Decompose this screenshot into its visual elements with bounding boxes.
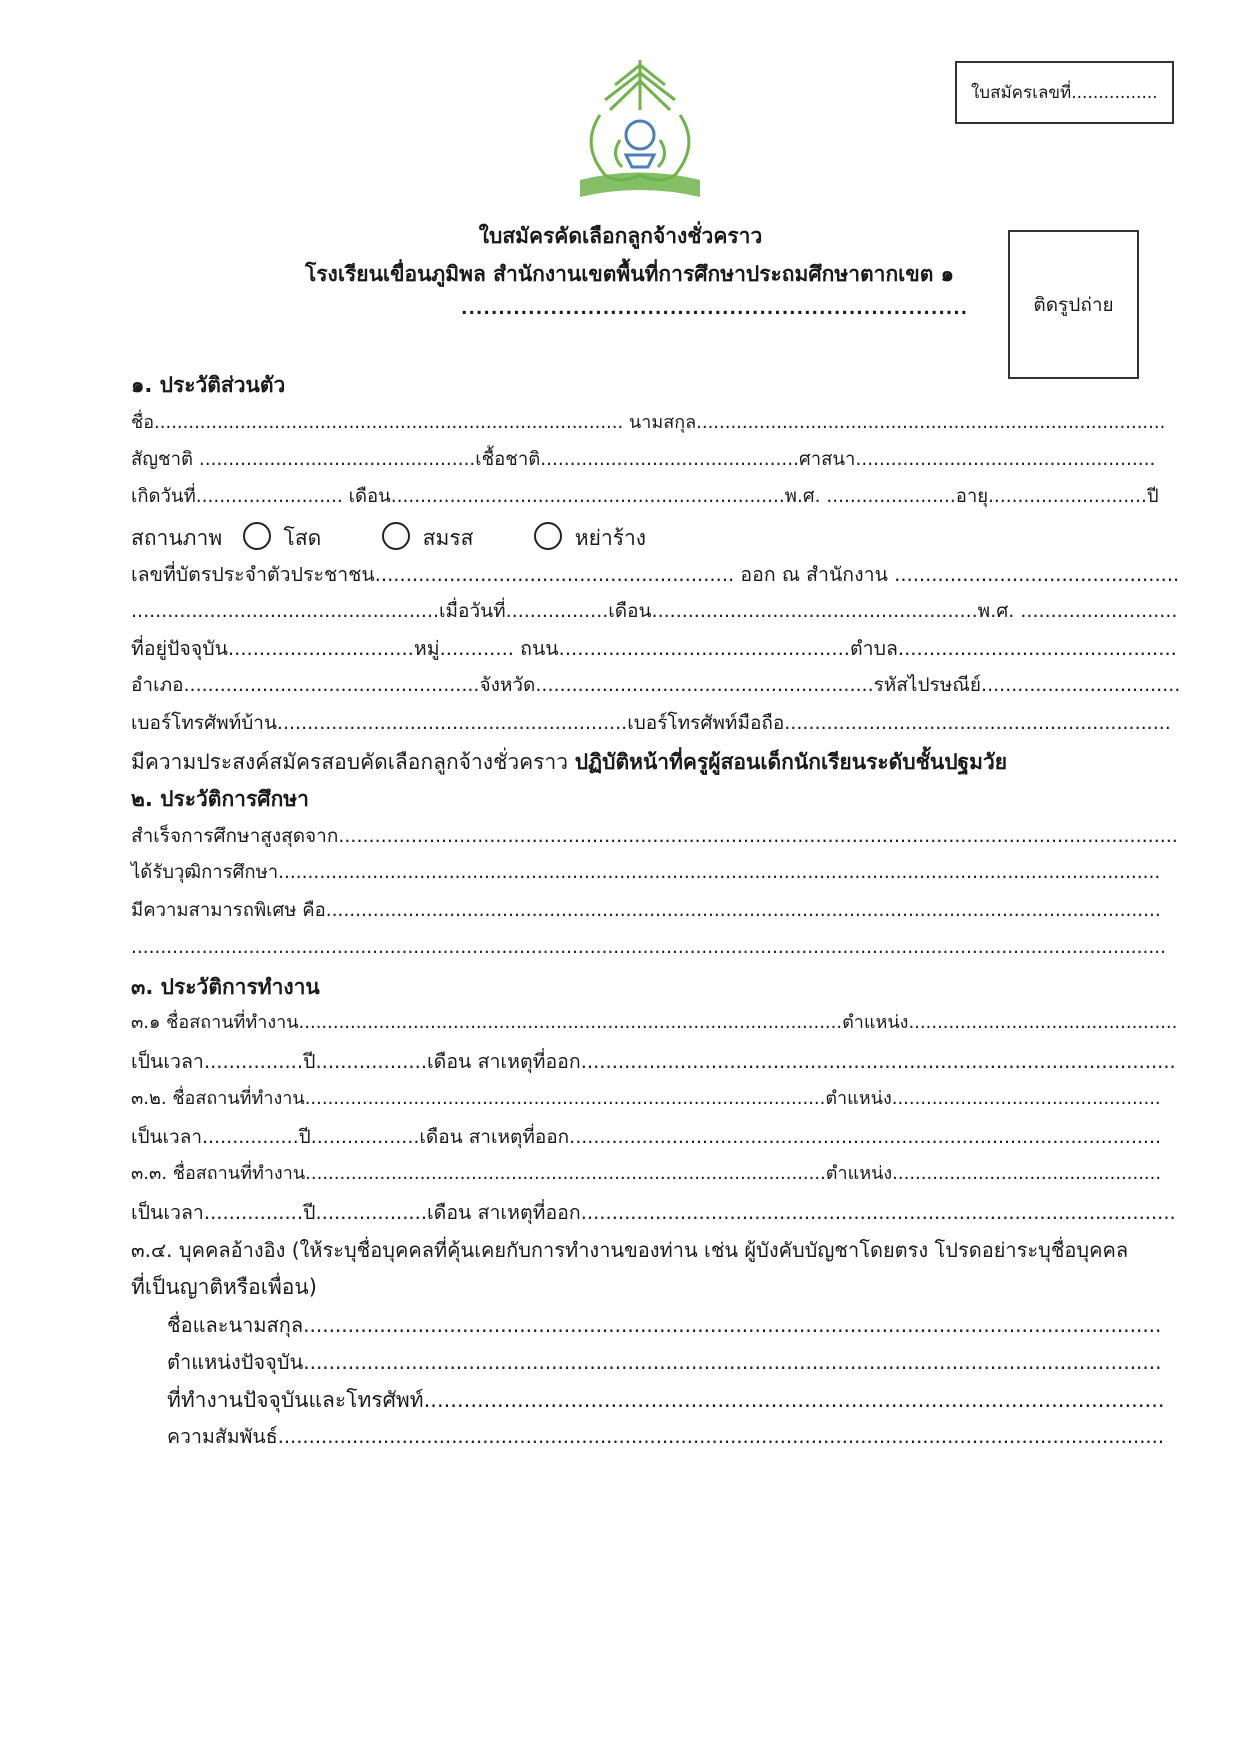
skill-field: มีความสามารถพิเศษ คือ.............................................................................................................................................. — [131, 900, 1161, 921]
name-field: ชื่อ.................................................................................. นามสกุล.................................................................................. — [131, 412, 1166, 433]
section1-heading: ๑. ประวัติส่วนตัว — [131, 373, 286, 397]
purpose-line — [131, 752, 1007, 773]
application-number-box — [955, 61, 1174, 124]
status-divorced-label: หย่าร้าง — [574, 526, 647, 550]
reference-relation-field: ความสัมพันธ์............................................................................................................................................... — [167, 1425, 1165, 1448]
reference-intro-cont: ที่เป็นญาติหรือเพื่อน) — [131, 1275, 317, 1299]
work2-duration-field: เป็นเวลา................ปี..................เดือน สาเหตุที่ออก.................................................................................................. — [131, 1126, 1162, 1148]
birth-field: เกิดวันที่......................... เดือน...................................................................พ.ศ. ......................อายุ...........................ปี — [131, 486, 1159, 507]
work1-duration-field: เป็นเวลา................ปี..................เดือน สาเหตุที่ออก................................................................................................ — [131, 1050, 1176, 1073]
graduated-field: สำเร็จการศึกษาสูงสุดจาก........................................................................................................................................... — [131, 825, 1178, 847]
nationality-field: สัญชาติ ...............................................เชื้อชาติ............................................ศาสนา................................................... — [131, 449, 1156, 470]
status-divorced-checkbox[interactable] — [534, 522, 562, 550]
work1-place-field: ๓.๑ ชื่อสถานที่ทำงาน...............................................................................................ตำแหน่ง............................................... — [131, 1012, 1178, 1033]
idcard-issue-date-field: ...................................................เมื่อวันที่.................เดือน......................................................พ.ศ. .......................... — [131, 600, 1178, 622]
school-emblem — [560, 55, 720, 210]
purpose-position: ปฏิบัติหน้าที่ครูผู้สอนเด็กนักเรียนระดับชั้นปฐมวัย — [574, 750, 1008, 774]
phone-field: เบอร์โทรศัพท์บ้าน..........................................................เบอร์โทรศัพท์มือถือ................................................................ — [131, 712, 1171, 734]
status-single-label: โสด — [283, 526, 322, 550]
reference-intro: ๓.๔. บุคคลอ้างอิง (ให้ระบุชื่อบุคคลที่คุ้นเคยกับการทำงานของท่าน เช่น ผู้บังคับบัญชาโดยตรง โปรดอย่าระบุชื่อบุคคล — [131, 1238, 1129, 1262]
address-field: ที่อยู่ปัจจุบัน..............................หมู่............ ถนน...............................................ตำบล............................................. — [131, 637, 1177, 660]
district-field: อำเภอ.................................................จังหวัด........................................................รหัสไปรษณีย์................................. — [131, 674, 1181, 696]
marital-status-label: สถานภาพ — [131, 526, 223, 550]
reference-workplace-field: ที่ทำงานปัจจุบันและโทรศัพท์............................................................................................................... — [167, 1388, 1165, 1412]
school-name: โรงเรียนเขื่อนภูมิพล สำนักงานเขตพื้นที่การศึกษาประถมศึกษาตากเขต ๑ — [305, 262, 954, 286]
work2-place-field: ๓.๒. ชื่อสถานที่ทำงาน...........................................................................................ตำแหน่ง............................................... — [131, 1088, 1161, 1109]
purpose-text: มีความประสงค์สมัครสอบคัดเลือกลูกจ้างชั่วคราว — [131, 750, 575, 774]
work3-duration-field: เป็นเวลา................ปี..................เดือน สาเหตุที่ออก................................................................................................ — [131, 1201, 1176, 1224]
section3-heading: ๓. ประวัติการทำงาน — [131, 975, 320, 999]
work3-place-field: ๓.๓. ชื่อสถานที่ทำงาน...........................................................................................ตำแหน่ง............................................... — [131, 1163, 1162, 1184]
idcard-field: เลขที่บัตรประจำตัวประชาชน.......................................................... ออก ณ สำนักงาน .............................................. — [131, 563, 1180, 586]
skill-continuation: ................................................................................................................................................................................ — [131, 937, 1166, 958]
status-married-label: สมรส — [422, 526, 474, 550]
status-married-checkbox[interactable] — [382, 522, 410, 550]
section2-heading: ๒. ประวัติการศึกษา — [131, 787, 309, 811]
photo-label: ติดรูปถ่าย — [1033, 293, 1114, 316]
reference-position-field: ตำแหน่งปัจจุบัน....................................................................................................................................... — [167, 1350, 1162, 1374]
degree-field: ได้รับวุฒิการศึกษา...................................................................................................................................................... — [131, 862, 1161, 883]
reference-name-field: ชื่อและนามสกุล....................................................................................................................................... — [167, 1313, 1162, 1337]
application-number-label: ใบสมัครเลขที่................ — [971, 83, 1158, 103]
form-title: ใบสมัครคัดเลือกลูกจ้างชั่วคราว — [478, 224, 763, 248]
title-dotted-line: .................................................................... — [461, 299, 969, 319]
status-single-checkbox[interactable] — [243, 522, 271, 550]
marital-status-row — [131, 528, 646, 550]
